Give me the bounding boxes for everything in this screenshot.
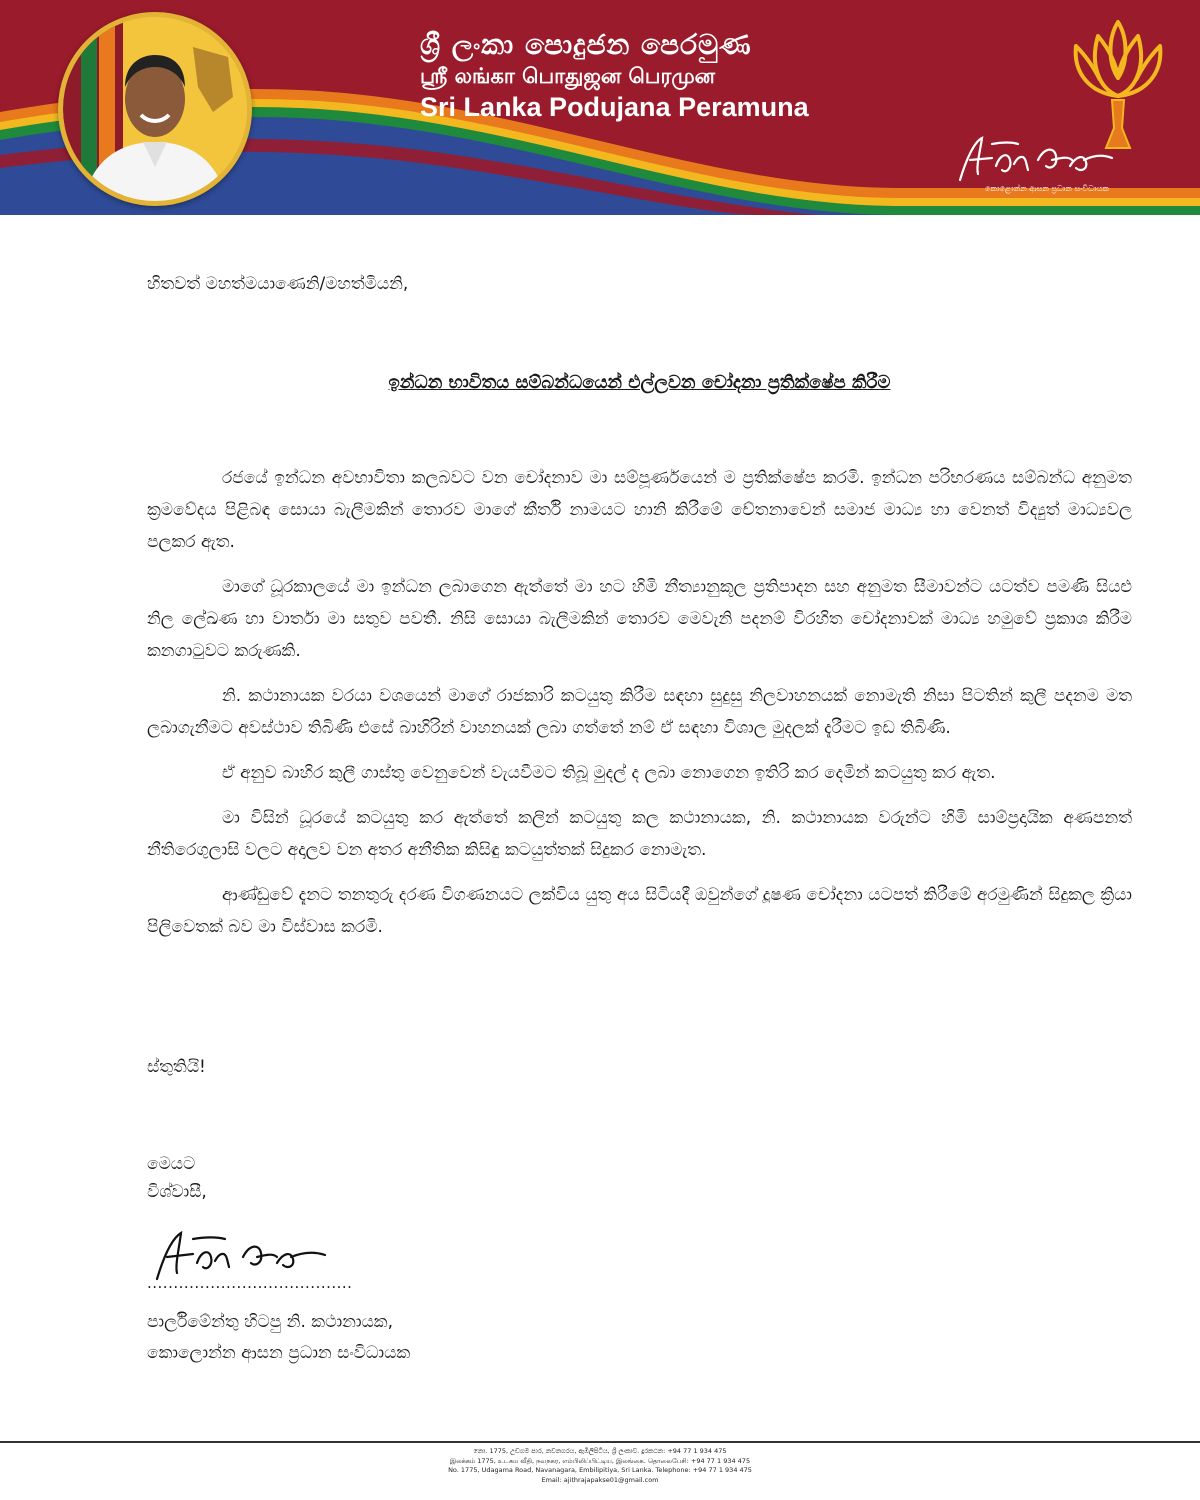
letter-subject: ඉන්ධන භාවිතය සම්බන්ධයෙන් එල්ලවන චෝදනා ප්‍රතික්ෂේප කිරීම (388, 372, 891, 393)
designation-line-1: පාර්ලිමේන්තු හිටපු නි. කථානායක, (147, 1312, 394, 1332)
closing-line-1: මෙයට (147, 1154, 196, 1174)
portrait-photo (58, 12, 252, 206)
footer-email: Email: ajithrajapakse01@gmail.com (541, 1475, 659, 1484)
designation-block (147, 1307, 410, 1369)
paragraph-1: රජයේ ඉන්ධන අවභාවිතා කලබවට වන චෝදනාව මා සම්පූර්ණයෙන් ම ප්‍රතික්ෂේප කරමි. ඉන්ධන පරිභරණය සම්බන්ධ අනුමත ක්‍රමවේදය පිළිබඳ සොයා බැලීමකින් තොරව මාගේ කීර්ති නාමයට හානි කිරීමේ චේතනාවෙන් සමාජ මාධ්‍ය හා වෙනත් විද්‍යුත් මාධ්‍යවල පලකර ඇත. (147, 468, 1132, 552)
closing-line-2: විශ්වාසී, (147, 1182, 207, 1202)
letterhead-banner (0, 0, 1200, 215)
letter-paragraphs (147, 462, 1132, 956)
salutation: හිතවත් මහත්මයාණෙනි/මහත්මියනි, (147, 274, 409, 294)
footer-divider (0, 1441, 1200, 1443)
header-signature-subtitle: කොළොන්න ආසන ප්‍රධාන සංවිධායක (985, 184, 1109, 193)
footer-address (380, 1447, 820, 1485)
party-name-block (420, 30, 840, 122)
party-name-sinhala: ශ්‍රී ලංකා පොදුජන පෙරමුණ (420, 28, 752, 61)
signature-dotted-line: ....................................... (147, 1274, 353, 1292)
paragraph-5: මා විසින් ධූරයේ කටයුතු කර ඇත්තේ කලින් කටයුතු කල කථානායක, නි. කථානායක වරුන්ට හිමි සාම්ප්‍රදායික අණපනත් නීතිරෙගුලාසි වලට අදාලව වන අතර අනීතික කිසිඳු කටයුත්තක් සිදුකර නොමැත. (147, 808, 1132, 860)
party-name-tamil: ஸ்ரீ லங்கா பொதுஜன பெரமுன (420, 64, 716, 89)
thanks-line: ස්තුතියි! (147, 1057, 206, 1077)
footer-line-sinhala: නො. 1775, උඩගම පාර, නවනගරය, ඇඹිලිපිටිය, ශ්‍රී ලංකාව. දුරකථන: +94 77 1 934 475 (473, 1447, 727, 1455)
designation-line-2: කොලොන්න ආසන ප්‍රධාන සංවිධායක (147, 1343, 411, 1363)
footer-line-english: No. 1775, Udagama Road, Navanagara, Embilipitiya, Sri Lanka. Telephone: +94 77 1 934 475 (448, 1466, 752, 1474)
header-signature-image (952, 130, 1122, 185)
footer-line-tamil: இலக்கம் 1775, உடகம வீதி, நவநகர, எம்பிலிப்பிட்டிய, இலங்கை. தொலைபேசி: +94 77 1 934 475 (449, 1456, 751, 1465)
paragraph-4: ඒ අනුව බාහිර කුලී ගාස්තු වෙනුවෙන් වැයවීමට තිබූ මුදල් ද ලබා නොගෙන ඉතිරි කර දෙමින් කටයුතු කර ඇත. (222, 763, 996, 783)
party-name-english: Sri Lanka Podujana Peramuna (420, 92, 809, 123)
paragraph-6: ආණ්ඩුවේ දැනට තනතුරු දරණ විගණනයට ලක්විය යුතු අය සිටියදී ඔවුන්ගේ දූෂණ චෝදනා යටපත් කිරීමේ අරමුණින් සිදුකල ක්‍රියා පිලිවෙතක් බව මා විස්වාස කරමි. (147, 885, 1132, 937)
paragraph-2: මාගේ ධූරකාලයේ මා ඉන්ධන ලබාගෙන ඇත්තේ මා හට හිමි නීත්‍යානුකූල ප්‍රතිපාදන සහ අනුමත සීමාවන්ට යටත්ව පමණි සියළු නිල ලේඛණ හා වාර්තා මා සතුව පවතී. නිසි සොයා බැලීමකින් තොරව මෙවැනි පදනම් විරහිත චෝදනාවක් මාධ්‍ය හමුවේ ප්‍රකාශ කිරීම කනගාටුවට කරුණකි. (147, 577, 1132, 661)
portrait-illustration (63, 17, 247, 201)
paragraph-3: නි. කථානායක වරයා වශයෙන් මාගේ රාජකාරි කටයුතු කිරීම සඳහා සුදුසු නිලවාහනයක් නොමැති නිසා පිටතින් කුලී පදනම මත ලබාගැනීමට අවස්ථාව තිබිණි එසේ බාහිරින් වාහනයක් ලබා ගත්තේ නම් ඒ සඳහා විශාල මුදලක් දැරීමට ඉඩ තිබිණි. (147, 686, 1132, 738)
